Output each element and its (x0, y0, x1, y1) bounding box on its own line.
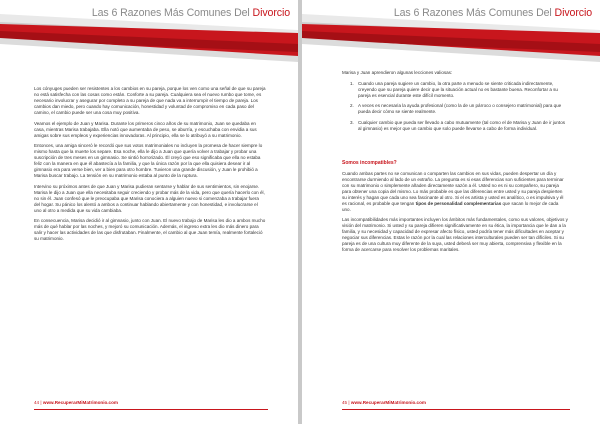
paragraph: Intervino su próximos antes de que Juan y Marisa pudieran sentarse y hablar de sus sentimientos, sin enojarse. Marisa le dijo a Juan que ella necesitaba seguir creciendo y probar más de la vida, pero que quería hacerlo con él, no sin él. Juan confesó que le preocupaba que Marisa conociera a alguien nuevo si comenzaba a trabajar fuera del hogar. Su pánico los alentó a ambos a continuar hablando abiertamente y con honestidad, e involucrarse el uno al otro a medida que su vida cambiaba. (34, 183, 265, 213)
header-title-accent: Divorcio (554, 7, 592, 19)
footer-link[interactable]: www.RecuperarMiMatrimonio.com (42, 400, 119, 405)
header-title-accent: Divorcio (252, 7, 290, 19)
list-item-text: Cuando una pareja sugiere un cambio, la otra parte a menudo se siente criticada indirectamente, creyendo que su pareja quiere decir que la situación actual no es bastante buena. Reconfortar a su pareja es esencial durante este difícil momento. (358, 80, 558, 98)
paragraph-text: que sacan lo mejor de cada uno. (342, 200, 559, 212)
right-page (302, 0, 600, 424)
page-footer: 44 | www.RecuperarMiMatrimonio.com (34, 400, 119, 405)
paragraph (342, 171, 568, 213)
list-item-text: Cualquier cambio que pueda ser llevado a cabo mutuamente (tal como el de Marisa y Juan de ir juntos al gimnasio) es mejor que un cambio que solo puede llevarse a cabo de forma individual. (358, 119, 565, 131)
left-page-body (34, 86, 266, 247)
header-title (394, 7, 592, 19)
list-number: 1. (350, 80, 354, 86)
right-page-body (342, 70, 568, 258)
list-number: 2. (350, 103, 354, 109)
list-item-text: A veces es necesaria la ayuda profesional (como la de un párroco o consejero matrimonial) para que pueda decir cómo se siente realmente. (358, 103, 562, 115)
lessons-list (342, 81, 568, 132)
list-item (342, 120, 568, 132)
header-title (92, 7, 290, 19)
footer-divider (342, 409, 570, 410)
intro-paragraph: Marisa y Juan aprendieron algunas lecciones valiosas: (342, 70, 453, 75)
paragraph: Entonces, una amiga sinceró le recordó que sus votos matrimoniales no incluyen la promesa de hacer siempre lo mismo hasta que la muerte los separe. Esa noche, ella le dijo a Juan que quería volver a trabajar y probar una suscripción de tres meses en un gimnasio. Se sintió horrorizado. Él creyó que eso significaba que ella no estaba feliz con la manera en que él abastecía a la familia, y que la única razón por la que ella quisiera desear ir al gimnasio era para verse bien, ver a bien para otro hombre. Tuvieron una grande discusión, y Juan le prohibió a Marisa buscar trabajo. La tensión en su matrimonio estaba al punto de la ruptura. (34, 143, 263, 179)
paragraph: En consecuencia, Marisa decidió ir al gimnasio, junto con Juan. El nuevo trabajo de Marisa les dio a ambos mucho más de qué hablar por las noches, y mejoró su comunicación. Además, el ingreso extra les dio más dinero para salir y hacer las actividades de las que disfrutaban. Finalmente, el cambio al que Juan temía, realmente fortaleció su matrimonio. (34, 218, 266, 242)
paragraph: Veamos el ejemplo de Juan y Marisa. Durante los primeros cinco años de su matrimonio, Juan se quedaba en casa, mientras Marisa trabajaba. Ella notó que aumentaba de peso, se aburría, y escuchaba con envidia a sus amigas sobre sus empleos y experiencias innovadoras. Al principio, ella se lo atribuyó a su matrimonio. (34, 120, 257, 138)
list-item (342, 103, 568, 115)
paragraph: Las incompatibilidades más importantes incluyen los ámbitos más fundamentales, como sus valores, objetivos y visión del matrimonio. Si usted y su pareja difieren significativamente en su ética, la importancia que le dan a la familia, y su necesidad y capacidad de expresar afecto físico, usted podría tener más dificultades en aceptar y negociar sus diferencias. Estas le razón por la cual las relaciones interculturales pueden ser tan difíciles. Si su pareja es de una cultura muy diferente de la suya, usted deberá ser muy abierta, comprensiva y flexible en la forma de acercarse para resolver los problemas maritales. (342, 217, 568, 253)
left-page (0, 0, 298, 424)
page-footer: 45 | www.RecuperarMiMatrimonio.com (342, 400, 427, 405)
page-number: 44 (34, 400, 40, 405)
bold-phrase: tipos de personalidad complementarias (415, 200, 502, 206)
footer-divider (34, 409, 268, 410)
header-title-text: Las 6 Razones Más Comunes Del (393, 7, 555, 19)
page-number: 45 (342, 400, 348, 405)
header-title-text: Las 6 Razones Más Comunes Del (91, 7, 253, 19)
paragraph: Los cónyuges pueden ser resistentes a los cambios en su pareja, porque los ven como una señal de que su pareja no está satisfecha con las cosas como están. Conforte a su pareja. Cualquiera sea el nuevo rumbo que tome, es necesario involucrar y asegurar por completo a su pareja de que nada va a interrumpir el tiempo de pareja. Los cambios dan miedo, pero cuando hay comunicación, honestidad y voluntad de compromiso en cada paso del camino, el cambio puede ser una cosa muy positiva. (34, 86, 266, 115)
list-number: 3. (350, 119, 354, 125)
list-item (342, 81, 568, 99)
section-heading: Somos incompatibles? (342, 159, 397, 166)
footer-link[interactable]: www.RecuperarMiMatrimonio.com (350, 400, 427, 405)
paragraph-text: Cuando ambas partes no se comunican o comparten las cambios en sus vidas, pueden despertar un día y encontrarse durmiendo al lado de un extraño. La pregunta es si esas diferencias son suficientes para terminar con su matrimonio o simplemente añaden directamente sazón a él. Usted no es ni su compañero, su pareja para obtener una copia del mismo. Lo más probable es que las diferencias entre usted y su pareja despierten su interés y hagan que cada uno sea fascinante al otro. Si el es artista y usted es analítico, o es impulsiva y él es racional, es probable que tengan (342, 170, 564, 206)
